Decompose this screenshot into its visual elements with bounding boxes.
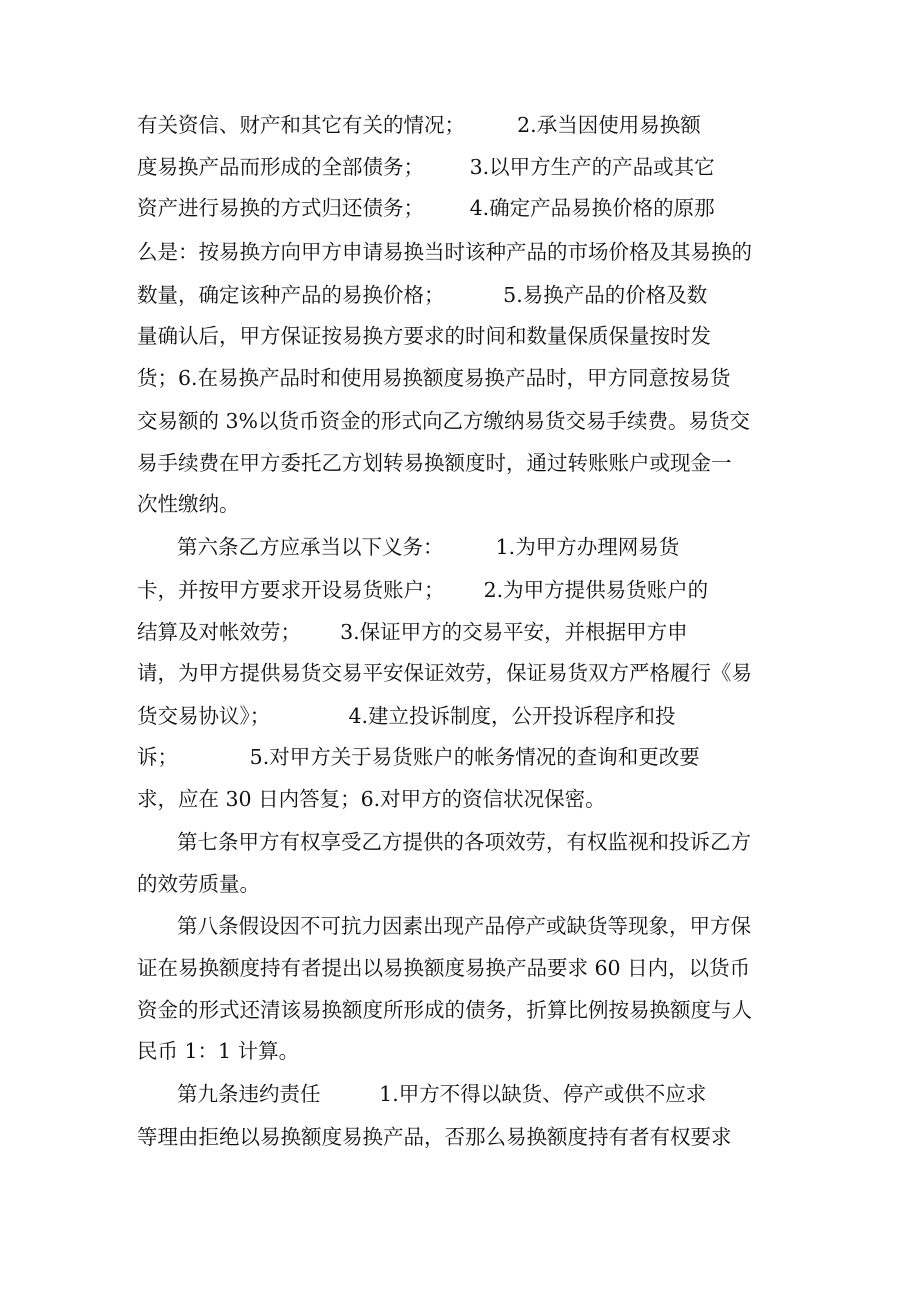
body-text-line: 资产进行易换的方式归还债务； 4.确定产品易换价格的原那 — [137, 196, 715, 220]
article-six-heading-line: 第六条乙方应承当以下义务： 1.为甲方办理网易货 — [177, 535, 680, 559]
body-text-line: 数量，确定该种产品的易换价格； 5.易换产品的价格及数 — [137, 283, 708, 307]
body-text-line: 卡，并按甲方要求开设易货账户； 2.为甲方提供易货账户的 — [137, 578, 709, 602]
body-text-line: 结算及对帐效劳； 3.保证甲方的交易平安，并根据甲方申 — [137, 620, 688, 644]
body-text-line: 交易额的 3%以货币资金的形式向乙方缴纳易货交易手续费。易货交 — [137, 409, 751, 433]
body-text-line: 诉； 5.对甲方关于易货账户的帐务情况的查询和更改要 — [137, 745, 700, 769]
article-seven-heading-line: 第七条甲方有权享受乙方提供的各项效劳，有权监视和投诉乙方 — [177, 830, 751, 854]
body-text-line: 求，应在 30 日内答复；6.对甲方的资信状况保密。 — [137, 787, 606, 811]
body-text-line: 货；6.在易换产品时和使用易换额度易换产品时，甲方同意按易货 — [137, 366, 731, 390]
article-nine-heading-line: 第九条违约责任 1.甲方不得以缺货、停产或供不应求 — [177, 1082, 707, 1106]
body-text-line: 次性缴纳。 — [137, 492, 240, 516]
body-text-line: 易手续费在甲方委托乙方划转易换额度时，通过转账账户或现金一 — [137, 451, 732, 475]
body-text-line: 等理由拒绝以易换额度易换产品，否那么易换额度持有者有权要求 — [137, 1125, 732, 1149]
body-text-line: 量确认后，甲方保证按易换方要求的时间和数量保质保量按时发 — [137, 324, 711, 348]
body-text-line: 证在易换额度持有者提出以易换额度易换产品要求 60 日内，以货币 — [137, 956, 751, 980]
body-text-line: 的效劳质量。 — [137, 872, 260, 896]
body-text-line: 度易换产品而形成的全部债务； 3.以甲方生产的产品或其它 — [137, 155, 715, 179]
body-text-line: 请，为甲方提供易货交易平安保证效劳，保证易货双方严格履行《易 — [137, 661, 752, 685]
body-text-line: 有关资信、财产和其它有关的情况； 2.承当因使用易换额 — [137, 113, 701, 137]
article-eight-heading-line: 第八条假设因不可抗力因素出现产品停产或缺货等现象，甲方保 — [177, 914, 751, 938]
body-text-line: 货交易协议》； 4.建立投诉制度，公开投诉程序和投 — [137, 704, 676, 728]
body-text-line: 民币 1：1 计算。 — [137, 1039, 300, 1063]
body-text-line: 资金的形式还清该易换额度所形成的债务，折算比例按易换额度与人 — [137, 998, 752, 1022]
body-text-line: 么是：按易换方向甲方申请易换当时该种产品的市场价格及其易换的 — [137, 240, 752, 264]
